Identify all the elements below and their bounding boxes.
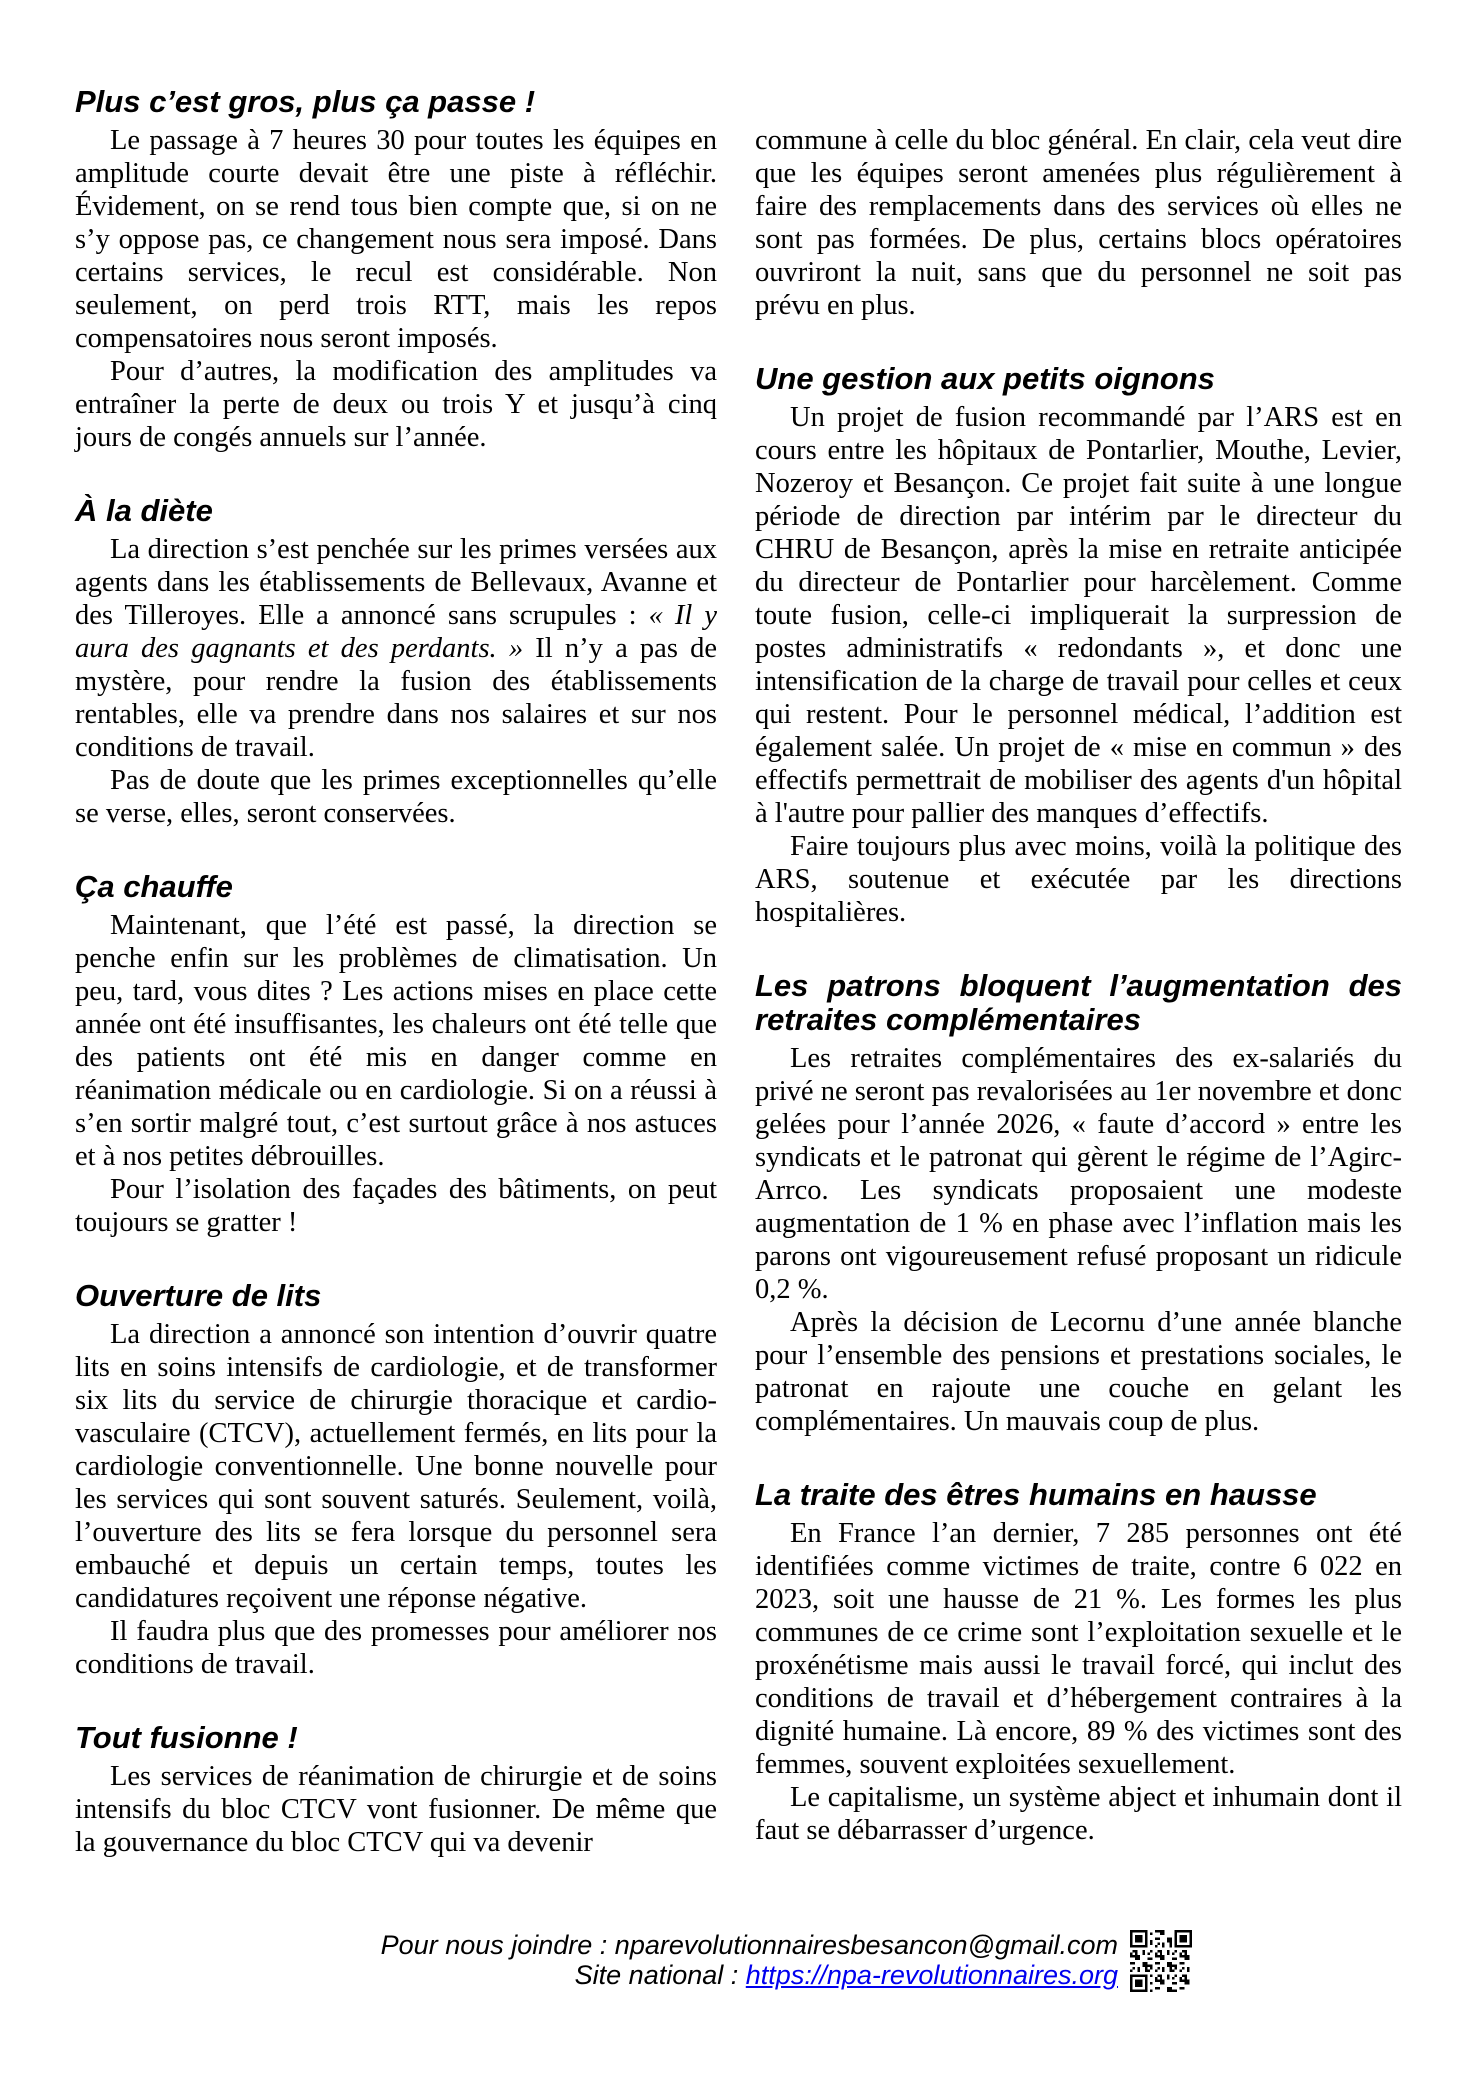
site-link[interactable]: https://npa-revolutionnaires.org bbox=[745, 1960, 1118, 1990]
section-heading: Ça chauffe bbox=[75, 869, 233, 904]
paragraph: Les services de réanimation de chirurgie et de soins intensifs du bloc CTCV vont fusionner. De même que la gouvernance du bloc CTCV qui va devenir bbox=[75, 1761, 717, 1858]
paragraph: Faire toujours plus avec moins, voilà la politique des ARS, soutenue et exécutée par les directions hospitalières. bbox=[755, 831, 1402, 928]
paragraph: Maintenant, que l’été est passé, la direction se penche enfin sur les problèmes de climatisation. Un peu, tard, vous dites ? Les actions mises en place cette année ont été insuffisantes, les chaleurs ont été telle que des patients ont été mis en danger comme en réanimation médicale ou en cardiologie. Si on a réussi à s’en sortir malgré tout, c’est surtout grâce à nos astuces et à nos petites débrouilles. bbox=[75, 910, 717, 1172]
paragraph: La direction s’est penchée sur les primes versées aux agents dans les établissements de Bellevaux, Avanne et des Tilleroyes. Elle a annoncé sans scrupules : « Il y aura des gagnants et des perdants. » Il n’y a pas de mystère, pour rendre la fusion des établissements rentables, elle va prendre dans nos salaires et sur nos conditions de travail. bbox=[75, 534, 717, 763]
section-heading: Une gestion aux petits oignons bbox=[755, 361, 1215, 396]
paragraph: La direction a annoncé son intention d’ouvrir quatre lits en soins intensifs de cardiologie, et de transformer six lits du service de chirurgie thoracique et cardio-vasculaire (CTCV), actuellement fermés, en lits pour la cardiologie conventionnelle. Une bonne nouvelle pour les services qui sont souvent saturés. Seulement, voilà, l’ouverture des lits se fera lorsque du personnel sera embauché et depuis un certain temps, toutes les candidatures reçoivent une réponse négative. bbox=[75, 1319, 717, 1614]
paragraph: Il faudra plus que des promesses pour améliorer nos conditions de travail. bbox=[75, 1616, 717, 1680]
right-column bbox=[755, 85, 1402, 1847]
section bbox=[755, 1478, 1402, 1847]
section-heading: La traite des êtres humains en hausse bbox=[755, 1477, 1317, 1512]
section-heading: Ouverture de lits bbox=[75, 1278, 322, 1313]
section-heading: Plus c’est gros, plus ça passe ! bbox=[75, 84, 536, 119]
footer bbox=[0, 1930, 1473, 1992]
paragraph: Les retraites complémentaires des ex-salariés du privé ne seront pas revalorisées au 1er novembre et donc gelées pour l’année 2026, « faute d’accord » entre les syndicats et le patronat qui gèrent le régime de l’Agirc-Arrco. Les syndicats proposaient une modeste augmentation de 1 % en phase avec l’inflation mais les parons ont vigoureusement refusé proposant un ridicule 0,2 %. bbox=[755, 1043, 1402, 1305]
section bbox=[75, 1279, 717, 1681]
section bbox=[75, 494, 717, 830]
paragraph: Le passage à 7 heures 30 pour toutes les équipes en amplitude courte devait être une piste à réfléchir. Évidement, on se rend tous bien compte que, si on ne s’y oppose pas, ce changement nous sera imposé. Dans certains services, le recul est considérable. Non seulement, on perd trois RTT, mais les repos compensatoires nous seront imposés. bbox=[75, 125, 717, 354]
paragraph: Un projet de fusion recommandé par l’ARS est en cours entre les hôpitaux de Pontarlier, Mouthe, Levier, Nozeroy et Besançon. Ce projet fait suite à une longue période de direction par intérim par le directeur du CHRU de Besançon, après la mise en retraite anticipée du directeur de Pontarlier pour harcèlement. Comme toute fusion, celle-ci impliquerait la surpression de postes administratifs « redondants », et donc une intensification de la charge de travail pour celles et ceux qui restent. Pour le personnel médical, l’addition est également salée. Un projet de « mise en commun » des effectifs permettrait de mobiliser des agents d'un hôpital à l'autre pour pallier des manques d’effectifs. bbox=[755, 402, 1402, 829]
paragraph: Après la décision de Lecornu d’une année blanche pour l’ensemble des pensions et prestations sociales, le patronat en rajoute une couche en gelant les complémentaires. Un mauvais coup de plus. bbox=[755, 1307, 1402, 1437]
section bbox=[755, 969, 1402, 1438]
site-line bbox=[381, 1960, 1118, 1990]
section-heading: Tout fusionne ! bbox=[75, 1720, 298, 1755]
qr-code-icon bbox=[1130, 1930, 1192, 1992]
paragraph: commune à celle du bloc général. En clair, cela veut dire que les équipes seront amenées plus régulièrement à faire des remplacements dans des services où elles ne sont pas formées. De plus, certains blocs opératoires ouvriront la nuit, sans que du personnel ne soit pas prévu en plus. bbox=[755, 125, 1402, 321]
section bbox=[75, 85, 717, 454]
left-column bbox=[75, 85, 717, 1859]
paragraph: Pour d’autres, la modification des amplitudes va entraîner la perte de deux ou trois Y et jusqu’à cinq jours de congés annuels sur l’année. bbox=[75, 356, 717, 453]
section-heading: Les patrons bloquent l’augmentation des retraites complémentaires bbox=[755, 968, 1402, 1037]
section bbox=[755, 124, 1402, 322]
paragraph: Pas de doute que les primes exceptionnelles qu’elle se verse, elles, seront conservées. bbox=[75, 765, 717, 829]
section bbox=[755, 362, 1402, 929]
contact-line: Pour nous joindre : nparevolutionnairesbesancon@gmail.com bbox=[380, 1930, 1118, 1960]
footer-text bbox=[381, 1930, 1118, 1990]
paragraph: Le capitalisme, un système abject et inhumain dont il faut se débarrasser d’urgence. bbox=[755, 1782, 1402, 1846]
section-heading: À la diète bbox=[75, 493, 213, 528]
section bbox=[75, 870, 717, 1239]
site-label: Site national : bbox=[574, 1960, 746, 1990]
section bbox=[75, 1721, 717, 1859]
paragraph: Pour l’isolation des façades des bâtiments, on peut toujours se gratter ! bbox=[75, 1174, 717, 1238]
two-column-layout bbox=[75, 85, 1402, 1859]
paragraph: En France l’an dernier, 7 285 personnes ont été identifiées comme victimes de traite, contre 6 022 en 2023, soit une hausse de 21 %. Les formes les plus communes de ce crime sont l’exploitation sexuelle et le proxénétisme mais aussi le travail forcé, qui inclut des conditions de travail et d’hébergement contraires à la dignité humaine. Là encore, 89 % des victimes sont des femmes, souvent exploitées sexuellement. bbox=[755, 1518, 1402, 1780]
